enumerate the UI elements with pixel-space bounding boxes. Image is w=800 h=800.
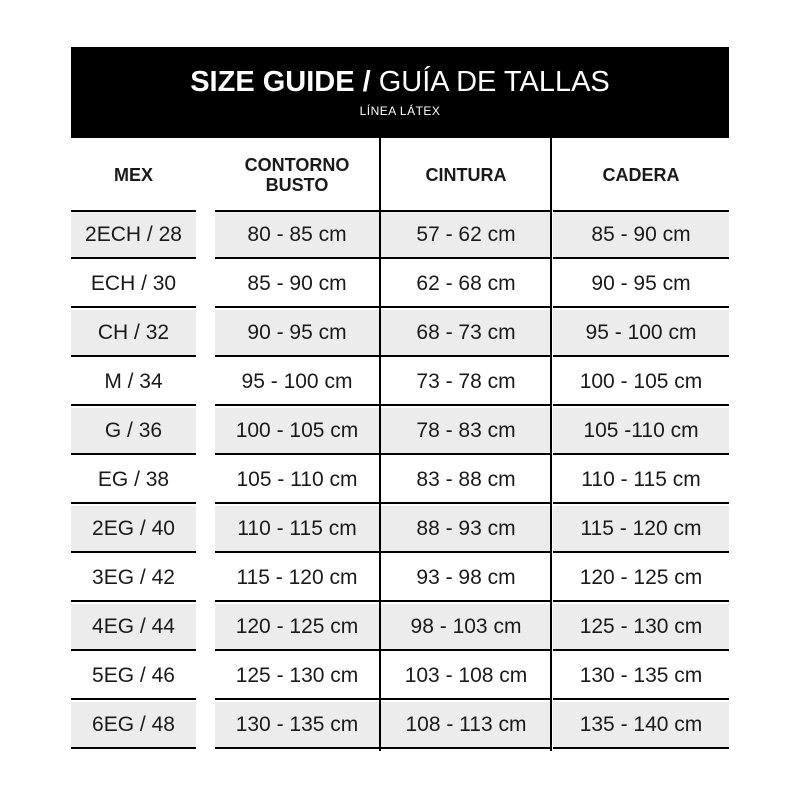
cell-cintura: 88 - 93 cm (381, 506, 551, 553)
cell-mex: 5EG / 46 (71, 653, 196, 700)
cell-cintura: 68 - 73 cm (381, 310, 551, 357)
cell-busto: 120 - 125 cm (215, 604, 379, 651)
cell-cintura: 73 - 78 cm (381, 359, 551, 406)
cell-cadera: 135 - 140 cm (553, 702, 729, 749)
title-spanish: GUÍA DE TALLAS (378, 66, 610, 98)
cell-busto: 125 - 130 cm (215, 653, 379, 700)
cell-busto: 115 - 120 cm (215, 555, 379, 602)
cell-mex: 2ECH / 28 (71, 212, 196, 259)
cell-mex: G / 36 (71, 408, 196, 455)
cell-cintura: 108 - 113 cm (381, 702, 551, 749)
column-header-cintura: CINTURA (425, 165, 507, 185)
cell-cadera: 105 -110 cm (553, 408, 729, 455)
cell-cadera: 125 - 130 cm (553, 604, 729, 651)
cell-busto: 90 - 95 cm (215, 310, 379, 357)
cell-busto: 130 - 135 cm (215, 702, 379, 749)
page-title (71, 65, 729, 99)
cell-cadera: 100 - 105 cm (553, 359, 729, 406)
cell-cintura: 62 - 68 cm (381, 261, 551, 308)
cell-busto: 85 - 90 cm (215, 261, 379, 308)
cell-cadera: 115 - 120 cm (553, 506, 729, 553)
cell-cadera: 90 - 95 cm (553, 261, 729, 308)
cell-cintura: 93 - 98 cm (381, 555, 551, 602)
cell-mex: M / 34 (71, 359, 196, 406)
cell-mex: 2EG / 40 (71, 506, 196, 553)
title-english: SIZE GUIDE / (190, 66, 371, 98)
cell-cintura: 57 - 62 cm (381, 212, 551, 259)
cell-busto: 105 - 110 cm (215, 457, 379, 504)
column-header-cadera: CADERA (602, 165, 680, 185)
cell-mex: CH / 32 (71, 310, 196, 357)
cell-mex: 3EG / 42 (71, 555, 196, 602)
cell-cadera: 120 - 125 cm (553, 555, 729, 602)
cell-cintura: 83 - 88 cm (381, 457, 551, 504)
cell-mex: EG / 38 (71, 457, 196, 504)
cell-mex: 4EG / 44 (71, 604, 196, 651)
cell-busto: 110 - 115 cm (215, 506, 379, 553)
cell-cadera: 130 - 135 cm (553, 653, 729, 700)
column-divider (550, 138, 552, 751)
cell-cadera: 85 - 90 cm (553, 212, 729, 259)
cell-busto: 80 - 85 cm (215, 212, 379, 259)
cell-mex: 6EG / 48 (71, 702, 196, 749)
cell-mex: ECH / 30 (71, 261, 196, 308)
title-banner (71, 47, 729, 138)
column-header-busto: CONTORNO BUSTO (244, 155, 350, 195)
cell-cintura: 103 - 108 cm (381, 653, 551, 700)
cell-cintura: 78 - 83 cm (381, 408, 551, 455)
cell-cadera: 95 - 100 cm (553, 310, 729, 357)
column-divider (379, 138, 381, 751)
column-header-mex: MEX (113, 165, 153, 185)
cell-cadera: 110 - 115 cm (553, 457, 729, 504)
cell-busto: 95 - 100 cm (215, 359, 379, 406)
page-subtitle: LÍNEA LÁTEX (359, 104, 441, 118)
cell-cintura: 98 - 103 cm (381, 604, 551, 651)
cell-busto: 100 - 105 cm (215, 408, 379, 455)
